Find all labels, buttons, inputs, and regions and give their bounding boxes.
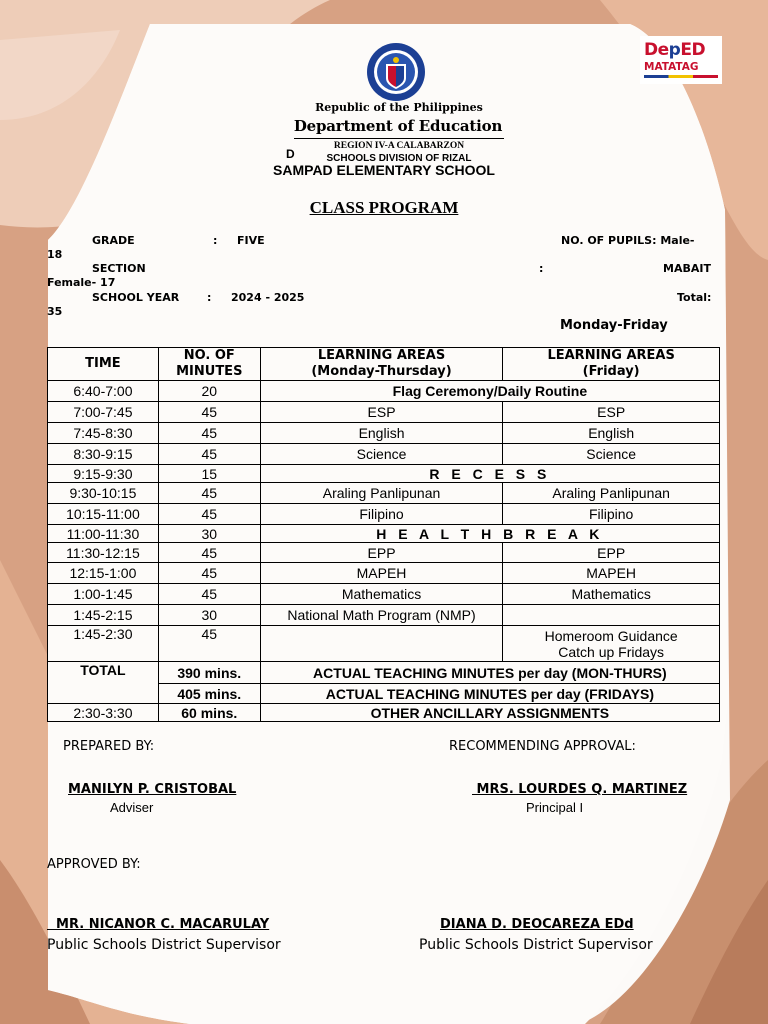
table-row bbox=[48, 483, 720, 504]
cell-ancillary-mins: 60 mins. bbox=[158, 704, 260, 722]
cell-time: 9:15-9:30 bbox=[48, 465, 159, 483]
logo-deped-text: DepED bbox=[644, 40, 706, 60]
table-row bbox=[48, 465, 720, 483]
table-row bbox=[48, 444, 720, 465]
header-time: TIME bbox=[48, 348, 159, 381]
cell-ancillary-text: OTHER ANCILLARY ASSIGNMENTS bbox=[260, 704, 719, 722]
school-name: SAMPAD ELEMENTARY SCHOOL bbox=[273, 162, 495, 178]
principal-name: MRS. LOURDES Q. MARTINEZ bbox=[472, 782, 688, 797]
deped-seal-icon bbox=[366, 42, 426, 102]
cell-minutes: 45 bbox=[158, 563, 260, 584]
approved-by-label: APPROVED BY: bbox=[47, 857, 141, 872]
supervisor-2-title: Public Schools District Supervisor bbox=[419, 937, 653, 953]
department-text: Department of Education bbox=[293, 117, 503, 135]
cell-total-label: TOTAL bbox=[48, 662, 159, 704]
male-count: 18 bbox=[47, 248, 63, 261]
cell-time: 11:30-12:15 bbox=[48, 543, 159, 563]
cell-minutes: 45 bbox=[158, 504, 260, 525]
school-year-separator: : bbox=[207, 291, 212, 304]
supervisor-1-name: MR. NICANOR C. MACARULAY bbox=[47, 917, 270, 932]
cell-fri: MAPEH bbox=[503, 563, 720, 584]
catch-up-fridays-text: Catch up Fridays bbox=[558, 643, 665, 660]
supervisor-2-name: DIANA D. DEOCAREZA EDd bbox=[440, 917, 634, 932]
cell-mon-thu: EPP bbox=[260, 543, 503, 563]
cell-time: 11:00-11:30 bbox=[48, 525, 159, 543]
table-row bbox=[48, 423, 720, 444]
section-value: MABAIT bbox=[663, 262, 711, 275]
cell-minutes: 45 bbox=[158, 626, 260, 662]
school-year-value: 2024 - 2025 bbox=[231, 291, 305, 304]
prepared-by-label: PREPARED BY: bbox=[63, 739, 155, 754]
district-fragment: D bbox=[286, 147, 295, 161]
logo-matatag-text: MATATAG bbox=[644, 61, 699, 73]
days-label: Monday-Friday bbox=[560, 318, 668, 333]
cell-fri: EPP bbox=[503, 543, 720, 563]
table-row bbox=[48, 626, 720, 662]
cell-mon-thu: Science bbox=[260, 444, 503, 465]
cell-minutes: 45 bbox=[158, 402, 260, 423]
page-title: CLASS PROGRAM bbox=[309, 198, 459, 217]
cell-mon-thu bbox=[260, 626, 503, 662]
cell-minutes: 45 bbox=[158, 584, 260, 605]
total-label: Total: bbox=[677, 291, 712, 304]
cell-mon-thu: Araling Panlipunan bbox=[260, 483, 503, 504]
cell-minutes: 45 bbox=[158, 444, 260, 465]
cell-mon-thu: Filipino bbox=[260, 504, 503, 525]
header-divider bbox=[294, 138, 504, 139]
cell-minutes: 30 bbox=[158, 605, 260, 626]
section-label: SECTION bbox=[92, 262, 146, 275]
header-minutes: NO. OF MINUTES bbox=[158, 348, 260, 381]
cell-merged: Flag Ceremony/Daily Routine bbox=[260, 381, 719, 402]
header-learning-areas-mon-thu: LEARNING AREAS (Monday-Thursday) bbox=[260, 348, 503, 381]
total-pupils: 35 bbox=[47, 305, 63, 318]
cell-total-mins-fri: 405 mins. bbox=[158, 684, 260, 704]
table-row bbox=[48, 584, 720, 605]
female-count: Female- 17 bbox=[47, 276, 116, 289]
cell-fri: Filipino bbox=[503, 504, 720, 525]
cell-merged-recess: R E C E S S bbox=[260, 465, 719, 483]
cell-mon-thu: English bbox=[260, 423, 503, 444]
cell-minutes: 30 bbox=[158, 525, 260, 543]
table-row bbox=[48, 543, 720, 563]
cell-minutes: 45 bbox=[158, 483, 260, 504]
cell-time: 1:45-2:15 bbox=[48, 605, 159, 626]
cell-time: 1:00-1:45 bbox=[48, 584, 159, 605]
division-text: SCHOOLS DIVISION OF RIZAL bbox=[326, 153, 472, 164]
cell-fri bbox=[503, 626, 720, 662]
cell-mon-thu: National Math Program (NMP) bbox=[260, 605, 503, 626]
table-ancillary-row bbox=[48, 704, 720, 722]
table-row bbox=[48, 525, 720, 543]
table-row bbox=[48, 402, 720, 423]
section-separator: : bbox=[539, 262, 544, 275]
grade-label: GRADE bbox=[92, 234, 135, 247]
cell-fri: Mathematics bbox=[503, 584, 720, 605]
principal-title: Principal I bbox=[526, 800, 584, 815]
deped-matatag-logo bbox=[640, 36, 722, 84]
table-header-row bbox=[48, 348, 720, 381]
cell-ancillary-time: 2:30-3:30 bbox=[48, 704, 159, 722]
cell-fri bbox=[503, 605, 720, 626]
table-row bbox=[48, 381, 720, 402]
cell-fri: Araling Panlipunan bbox=[503, 483, 720, 504]
pupils-label: NO. OF PUPILS: Male- bbox=[561, 234, 695, 247]
cell-time: 8:30-9:15 bbox=[48, 444, 159, 465]
cell-fri: English bbox=[503, 423, 720, 444]
table-row bbox=[48, 563, 720, 584]
adviser-title: Adviser bbox=[110, 800, 154, 815]
logo-color-bar bbox=[644, 75, 718, 78]
region-text: REGION IV-A CALABARZON bbox=[333, 141, 465, 151]
cell-mon-thu: MAPEH bbox=[260, 563, 503, 584]
supervisor-1-title: Public Schools District Supervisor bbox=[47, 937, 281, 953]
cell-minutes: 20 bbox=[158, 381, 260, 402]
cell-minutes: 45 bbox=[158, 543, 260, 563]
school-year-label: SCHOOL YEAR bbox=[92, 291, 180, 304]
cell-time: 9:30-10:15 bbox=[48, 483, 159, 504]
cell-total-text-mon-thu: ACTUAL TEACHING MINUTES per day (MON-THURS) bbox=[260, 662, 719, 684]
grade-value: FIVE bbox=[237, 234, 265, 247]
republic-text: Republic of the Philippines bbox=[315, 101, 483, 114]
cell-time: 6:40-7:00 bbox=[48, 381, 159, 402]
grade-separator: : bbox=[213, 234, 218, 247]
cell-time: 10:15-11:00 bbox=[48, 504, 159, 525]
cell-time: 1:45-2:30 bbox=[48, 626, 159, 662]
cell-mon-thu: ESP bbox=[260, 402, 503, 423]
cell-mon-thu: Mathematics bbox=[260, 584, 503, 605]
table-row bbox=[48, 504, 720, 525]
cell-fri: ESP bbox=[503, 402, 720, 423]
recommending-approval-label: RECOMMENDING APPROVAL: bbox=[449, 739, 636, 754]
homeroom-guidance-text: Homeroom Guidance bbox=[544, 627, 678, 644]
table-total-row bbox=[48, 662, 720, 684]
header-learning-areas-fri: LEARNING AREAS (Friday) bbox=[503, 348, 720, 381]
cell-time: 12:15-1:00 bbox=[48, 563, 159, 584]
cell-fri: Science bbox=[503, 444, 720, 465]
cell-total-mins-mon-thu: 390 mins. bbox=[158, 662, 260, 684]
cell-minutes: 15 bbox=[158, 465, 260, 483]
cell-total-text-fri: ACTUAL TEACHING MINUTES per day (FRIDAYS) bbox=[260, 684, 719, 704]
cell-minutes: 45 bbox=[158, 423, 260, 444]
table-row bbox=[48, 605, 720, 626]
class-program-table bbox=[47, 347, 720, 722]
cell-merged-healthbreak: H E A L T H B R E A K bbox=[260, 525, 719, 543]
adviser-name: MANILYN P. CRISTOBAL bbox=[68, 782, 237, 797]
cell-time: 7:00-7:45 bbox=[48, 402, 159, 423]
cell-time: 7:45-8:30 bbox=[48, 423, 159, 444]
